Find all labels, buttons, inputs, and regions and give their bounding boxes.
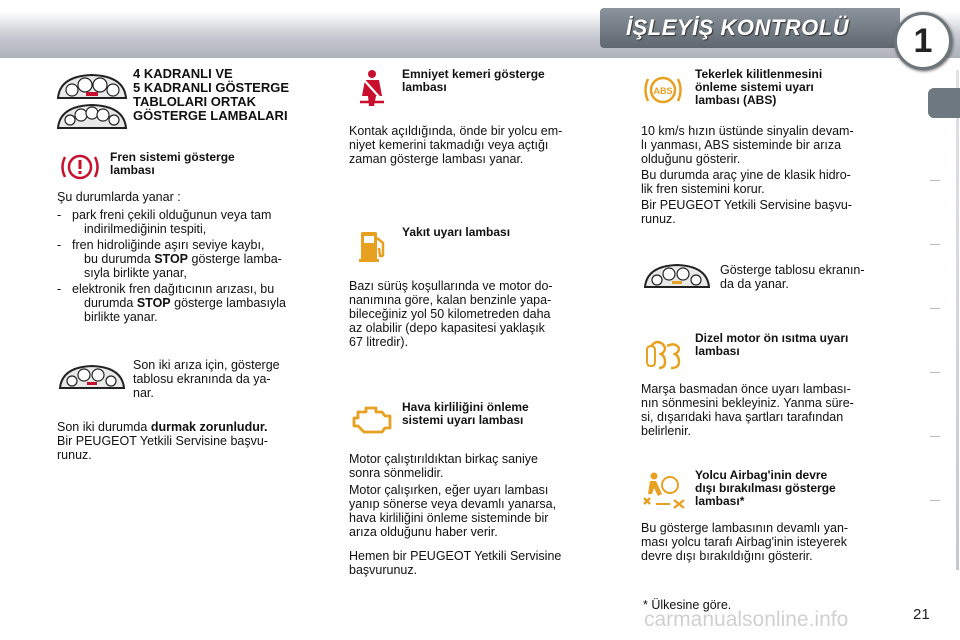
side-rail xyxy=(956,70,959,570)
dashboard-note: tablosu ekranında da ya- xyxy=(133,372,271,386)
instrument-cluster-icon xyxy=(643,263,711,289)
engine-emission-icon xyxy=(352,402,394,438)
seatbelt-text: zaman gösterge lambası yanar. xyxy=(349,152,524,166)
seatbelt-text: niyet kemerini takmadığı veya açtığı xyxy=(349,138,549,152)
emission-text: arıza olduğunu haber verir. xyxy=(349,525,498,539)
brake-intro: Şu durumlarda yanar : xyxy=(57,190,181,204)
airbag-text: ması yolcu tarafı Airbag'inin isteyerek xyxy=(641,535,847,549)
stop-warning: Son iki durumda durmak zorunludur. xyxy=(57,420,268,434)
brake-heading: lambası xyxy=(110,163,155,177)
section-title: GÖSTERGE LAMBALARI xyxy=(133,108,288,123)
emission-text: başvurunuz. xyxy=(349,563,418,577)
emission-text: Motor çalıştırıldıktan birkaç saniye xyxy=(349,452,538,466)
diesel-text: Marşa basmadan önce uyarı lambası- xyxy=(641,382,851,396)
chapter-tab[interactable] xyxy=(928,88,960,118)
abs-text: olduğunu gösterir. xyxy=(641,152,741,166)
abs-text: runuz. xyxy=(641,212,676,226)
emission-text: sonra sönmelidir. xyxy=(349,466,444,480)
airbag-heading: dışı bırakılması gösterge xyxy=(695,481,836,495)
diesel-text: nın sönmesini bekleyiniz. Yanma süre- xyxy=(641,396,854,410)
side-tick xyxy=(930,308,940,309)
section-title: 5 KADRANLI GÖSTERGE xyxy=(133,80,290,95)
side-tick xyxy=(930,244,940,245)
list-item: bu durumda STOP gösterge lamba- xyxy=(84,252,282,266)
list-item: durumda STOP gösterge lambasıyla xyxy=(84,296,286,310)
seatbelt-heading: lambası xyxy=(402,80,447,94)
list-item: park freni çekili olduğunun veya tam xyxy=(72,208,272,222)
abs-heading: lambası (ABS) xyxy=(695,93,777,107)
abs-icon xyxy=(640,72,686,108)
fuel-text: az olabilir (depo kapasitesi yaklaşık xyxy=(349,321,545,335)
list-item: indirilmediğinin tespiti, xyxy=(84,222,207,236)
emission-text: Hemen bir PEUGEOT Yetkili Servisine xyxy=(349,549,562,563)
fuel-text: nanımına göre, kalan benzinle yapa- xyxy=(349,293,552,307)
diesel-heading: Dizel motor ön ısıtma uyarı xyxy=(695,331,849,345)
list-dash: - xyxy=(57,238,62,252)
brake-heading: Fren sistemi gösterge xyxy=(110,150,235,164)
fuel-heading: Yakıt uyarı lambası xyxy=(402,225,511,239)
section-title: 4 KADRANLI VE xyxy=(133,66,233,81)
abs-text: lik fren sistemini korur. xyxy=(641,182,765,196)
list-dash: - xyxy=(57,208,62,222)
seatbelt-icon xyxy=(356,68,388,108)
abs-text: lı yanması, ABS sisteminde bir arıza xyxy=(641,138,842,152)
side-tick xyxy=(930,500,940,501)
svg-text:ABS: ABS xyxy=(653,86,673,96)
side-tick xyxy=(930,436,940,437)
airbag-heading: lambası* xyxy=(695,494,745,508)
diesel-heading: lambası xyxy=(695,344,740,358)
chapter-number: 1 xyxy=(894,12,952,70)
side-tick xyxy=(930,180,940,181)
footnote: * Ülkesine göre. xyxy=(643,598,732,612)
stop-warning: runuz. xyxy=(57,448,92,462)
airbag-text: Bu gösterge lambasının devamlı yan- xyxy=(641,521,849,535)
instrument-cluster-icon xyxy=(56,102,128,130)
airbag-off-icon xyxy=(640,470,688,510)
stop-warning: Bir PEUGEOT Yetkili Servisine başvu- xyxy=(57,434,268,448)
dashboard-note: Son iki arıza için, gösterge xyxy=(133,358,280,372)
abs-text: 10 km/s hızın üstünde sinyalin devam- xyxy=(641,124,854,138)
side-tick xyxy=(930,372,940,373)
page-number: 21 xyxy=(913,606,930,623)
dashboard-note: da da yanar. xyxy=(720,277,789,291)
fuel-text: 67 litredir). xyxy=(349,335,409,349)
fuel-pump-icon xyxy=(358,228,388,264)
page-title: İŞLEYİŞ KONTROLÜ xyxy=(626,15,850,40)
list-item: sıyla birlikte yanar, xyxy=(84,266,187,280)
emission-text: yanıp sönerse veya devamlı yanarsa, xyxy=(349,497,557,511)
abs-heading: Tekerlek kilitlenmesini xyxy=(695,67,823,81)
list-item: elektronik fren dağıtıcının arızası, bu xyxy=(72,282,275,296)
dashboard-note: Gösterge tablosu ekranın- xyxy=(720,263,865,277)
emission-heading: sistemi uyarı lambası xyxy=(402,413,524,427)
seatbelt-heading: Emniyet kemeri gösterge xyxy=(402,67,545,81)
list-item: birlikte yanar. xyxy=(84,310,158,324)
seatbelt-text: Kontak açıldığında, önde bir yolcu em- xyxy=(349,124,563,138)
diesel-text: si, dışarıdaki hava şartları tarafından xyxy=(641,410,844,424)
fuel-text: Bazı sürüş koşullarında ve motor do- xyxy=(349,279,553,293)
list-dash: - xyxy=(57,282,62,296)
abs-text: Bu durumda araç yine de klasik hidro- xyxy=(641,168,851,182)
emission-text: hava kirliliğini önleme sisteminde bir xyxy=(349,511,549,525)
emission-text: Motor çalışırken, eğer uyarı lambası xyxy=(349,483,549,497)
instrument-cluster-icon xyxy=(56,72,128,100)
abs-text: Bir PEUGEOT Yetkili Servisine başvu- xyxy=(641,198,852,212)
instrument-cluster-icon xyxy=(58,364,126,390)
abs-heading: önleme sistemi uyarı xyxy=(695,80,814,94)
list-item: fren hidroliğinde aşırı seviye kaybı, xyxy=(72,238,265,252)
fuel-text: bileceğiniz yol 50 kilometreden daha xyxy=(349,307,551,321)
section-title: TABLOLARI ORTAK xyxy=(133,94,256,109)
dashboard-note: nar. xyxy=(133,386,154,400)
watermark: carmanualsonline.info xyxy=(644,608,849,631)
airbag-heading: Yolcu Airbag'inin devre xyxy=(695,468,828,482)
airbag-text: devre dışı bırakıldığını gösterir. xyxy=(641,549,813,563)
diesel-text: belirlenir. xyxy=(641,424,692,438)
brake-warning-icon xyxy=(58,150,102,184)
emission-heading: Hava kirliliğini önleme xyxy=(402,400,529,414)
glow-plug-icon xyxy=(645,340,687,372)
